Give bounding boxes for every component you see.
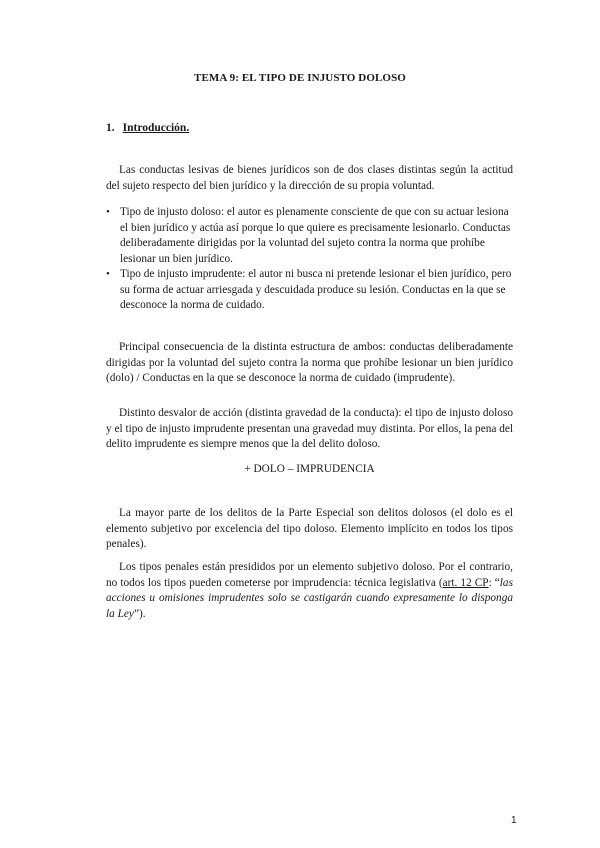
para5-tail: ”). — [133, 607, 146, 620]
bullet-text: Tipo de injusto imprudente: el autor ni busca ni pretende lesionar el bien jurídico, pero su forma de actuar arriesgada y descuidada produce su lesión. Conductas en la que se desconoce la norma de cuidado. — [120, 268, 512, 311]
consequence-paragraph: Principal consecuencia de la distinta estructura de ambos: conductas deliberadamente dirigidas por la voluntad del sujeto contra la norma que prohíbe lesionar un bien jurídico (dolo) / Conductas en la que se desconoce la norma de cuidado (imprudente). — [106, 341, 513, 384]
section-heading — [106, 121, 189, 137]
bullet-icon: • — [106, 268, 110, 280]
document-title: TEMA 9: EL TIPO DE INJUSTO DOLOSO — [194, 72, 406, 84]
dolo-imprudencia-formula: + DOLO – IMPRUDENCIA — [244, 463, 375, 475]
bullet-list — [106, 205, 513, 314]
para5-lead: Los tipos penales están presididos por un elemento subjetivo doloso. Por el contrario, no todos los tipos pueden cometerse por imprudencia: técnica legislativa ( — [106, 561, 513, 589]
list-item — [106, 205, 513, 267]
legislative-technique-paragraph — [106, 560, 513, 622]
disvalue-paragraph: Distinto desvalor de acción (distinta gravedad de la conducta): el tipo de injusto doloso y el tipo de injusto imprudente presentan una gravedad muy distinta. Por ellos, la pena del delito imprudente es siempre menos que la del delito doloso. — [106, 407, 513, 450]
list-item — [106, 267, 513, 314]
article-reference-link[interactable]: art. 12 CP — [442, 576, 489, 589]
law-quote: las acciones u omisiones imprudentes solo se castigarán cuando expresamente lo disponga la Ley — [106, 576, 513, 620]
bullet-icon: • — [106, 206, 110, 218]
page-number: 1 — [511, 815, 517, 826]
section-number: 1. — [106, 122, 115, 134]
special-part-paragraph: La mayor parte de los delitos de la Parte Especial son delitos dolosos (el dolo es el elemento subjetivo por excelencia del tipo doloso. Elemento implícito en todos los tipos penales). — [106, 507, 513, 550]
bullet-text: Tipo de injusto doloso: el autor es plenamente consciente de que con su actuar lesiona el bien jurídico y actúa así porque lo que quiere es precisamente lesionarlo. Conductas deliberadamente dirigidas por la voluntad del sujeto contra la norma que prohíbe lesionar un bien jurídico. — [120, 206, 511, 265]
para5-colon: : “ — [488, 576, 500, 589]
intro-paragraph: Las conductas lesivas de bienes jurídicos son de dos clases distintas según la actitud del sujeto respecto del bien jurídico y la dirección de su propia voluntad. — [106, 164, 513, 192]
section-title: Introducción. — [122, 122, 190, 134]
